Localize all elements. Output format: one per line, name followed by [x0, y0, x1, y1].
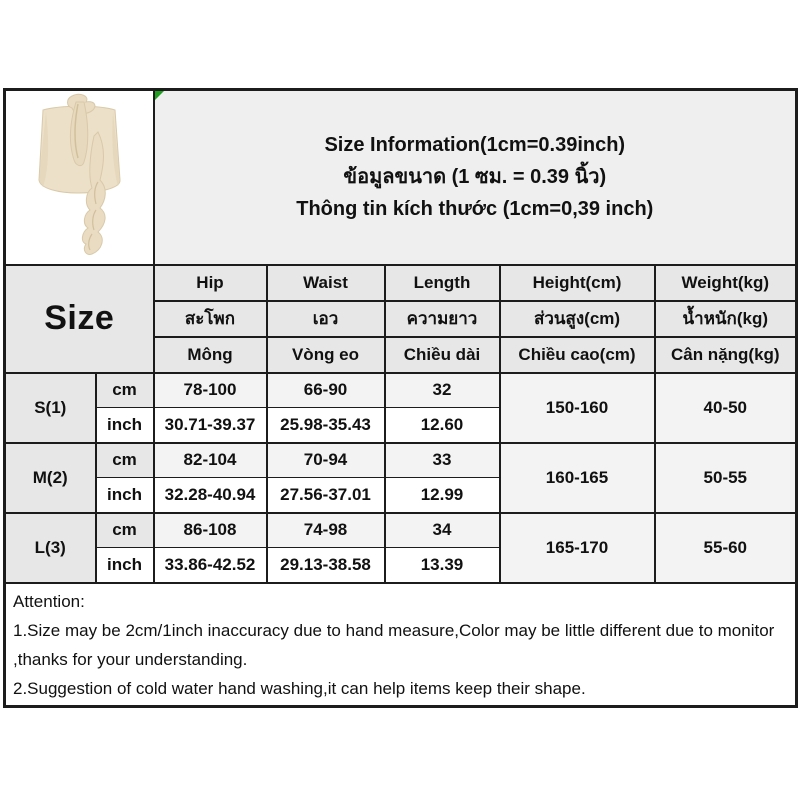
product-image [6, 91, 153, 264]
header-row-english [5, 265, 797, 301]
product-photo-cell [5, 90, 154, 265]
col-header-height-vi: Chiều cao(cm) [500, 337, 655, 373]
col-header-height-th: ส่วนสูง(cm) [500, 301, 655, 337]
title-row [5, 90, 797, 265]
title-thai: ข้อมูลขนาด (1 ซม. = 0.39 นิ้ว) [343, 166, 607, 189]
col-header-length-en: Length [385, 265, 500, 301]
col-header-hip-en: Hip [154, 265, 267, 301]
row-s-cm [5, 373, 797, 408]
cell-m-length-cm: 33 [385, 443, 500, 478]
cell-l-waist-inch: 29.13-38.58 [267, 548, 385, 583]
cell-m-weight: 50-55 [655, 443, 797, 513]
size-chart-table [3, 88, 798, 708]
col-header-weight-th: น้ำหนัก(kg) [655, 301, 797, 337]
cell-m-hip-cm: 82-104 [154, 443, 267, 478]
title-english: Size Information(1cm=0.39inch) [324, 133, 626, 156]
cell-s-hip-inch: 30.71-39.37 [154, 408, 267, 443]
unit-cm-label: cm [96, 513, 154, 548]
cell-l-height: 165-170 [500, 513, 655, 583]
col-header-height-en: Height(cm) [500, 265, 655, 301]
attention-heading: Attention: [13, 591, 85, 611]
cell-l-hip-cm: 86-108 [154, 513, 267, 548]
col-header-waist-th: เอว [267, 301, 385, 337]
unit-inch-label: inch [96, 548, 154, 583]
skirt-ruffle-center [71, 102, 88, 166]
cell-m-waist-cm: 70-94 [267, 443, 385, 478]
cell-l-length-cm: 34 [385, 513, 500, 548]
title-cell [154, 90, 797, 265]
cell-m-waist-inch: 27.56-37.01 [267, 478, 385, 513]
attention-cell [5, 583, 797, 707]
unit-cm-label: cm [96, 373, 154, 408]
col-header-hip-th: สะโพก [154, 301, 267, 337]
row-m-cm [5, 443, 797, 478]
col-header-weight-en: Weight(kg) [655, 265, 797, 301]
cell-s-hip-cm: 78-100 [154, 373, 267, 408]
cell-s-weight: 40-50 [655, 373, 797, 443]
skirt-illustration [10, 92, 148, 262]
col-header-length-th: ความยาว [385, 301, 500, 337]
cell-flag-triangle [155, 91, 164, 100]
size-corner-header: Size [5, 265, 154, 373]
cell-l-hip-inch: 33.86-42.52 [154, 548, 267, 583]
col-header-weight-vi: Cân nặng(kg) [655, 337, 797, 373]
size-label-s: S(1) [5, 373, 96, 443]
col-header-length-vi: Chiều dài [385, 337, 500, 373]
cell-s-length-inch: 12.60 [385, 408, 500, 443]
cell-l-length-inch: 13.39 [385, 548, 500, 583]
size-label-m: M(2) [5, 443, 96, 513]
cell-m-hip-inch: 32.28-40.94 [154, 478, 267, 513]
row-l-cm [5, 513, 797, 548]
unit-inch-label: inch [96, 478, 154, 513]
col-header-waist-vi: Vòng eo [267, 337, 385, 373]
size-label-l: L(3) [5, 513, 96, 583]
cell-s-length-cm: 32 [385, 373, 500, 408]
attention-note-2: 2.Suggestion of cold water hand washing,it can help items keep their shape. [13, 678, 586, 698]
cell-l-waist-cm: 74-98 [267, 513, 385, 548]
col-header-waist-en: Waist [267, 265, 385, 301]
cell-s-waist-inch: 25.98-35.43 [267, 408, 385, 443]
attention-row [5, 583, 797, 707]
unit-cm-label: cm [96, 443, 154, 478]
cell-m-height: 160-165 [500, 443, 655, 513]
col-header-hip-vi: Mông [154, 337, 267, 373]
cell-m-length-inch: 12.99 [385, 478, 500, 513]
title-vietnamese: Thông tin kích thước (1cm=0,39 inch) [296, 198, 654, 221]
attention-note-1: 1.Size may be 2cm/1inch inaccuracy due to hand measure,Color may be little different due to monitor ,thanks for your understanding. [13, 620, 775, 669]
unit-inch-label: inch [96, 408, 154, 443]
cell-s-waist-cm: 66-90 [267, 373, 385, 408]
cell-l-weight: 55-60 [655, 513, 797, 583]
cell-s-height: 150-160 [500, 373, 655, 443]
